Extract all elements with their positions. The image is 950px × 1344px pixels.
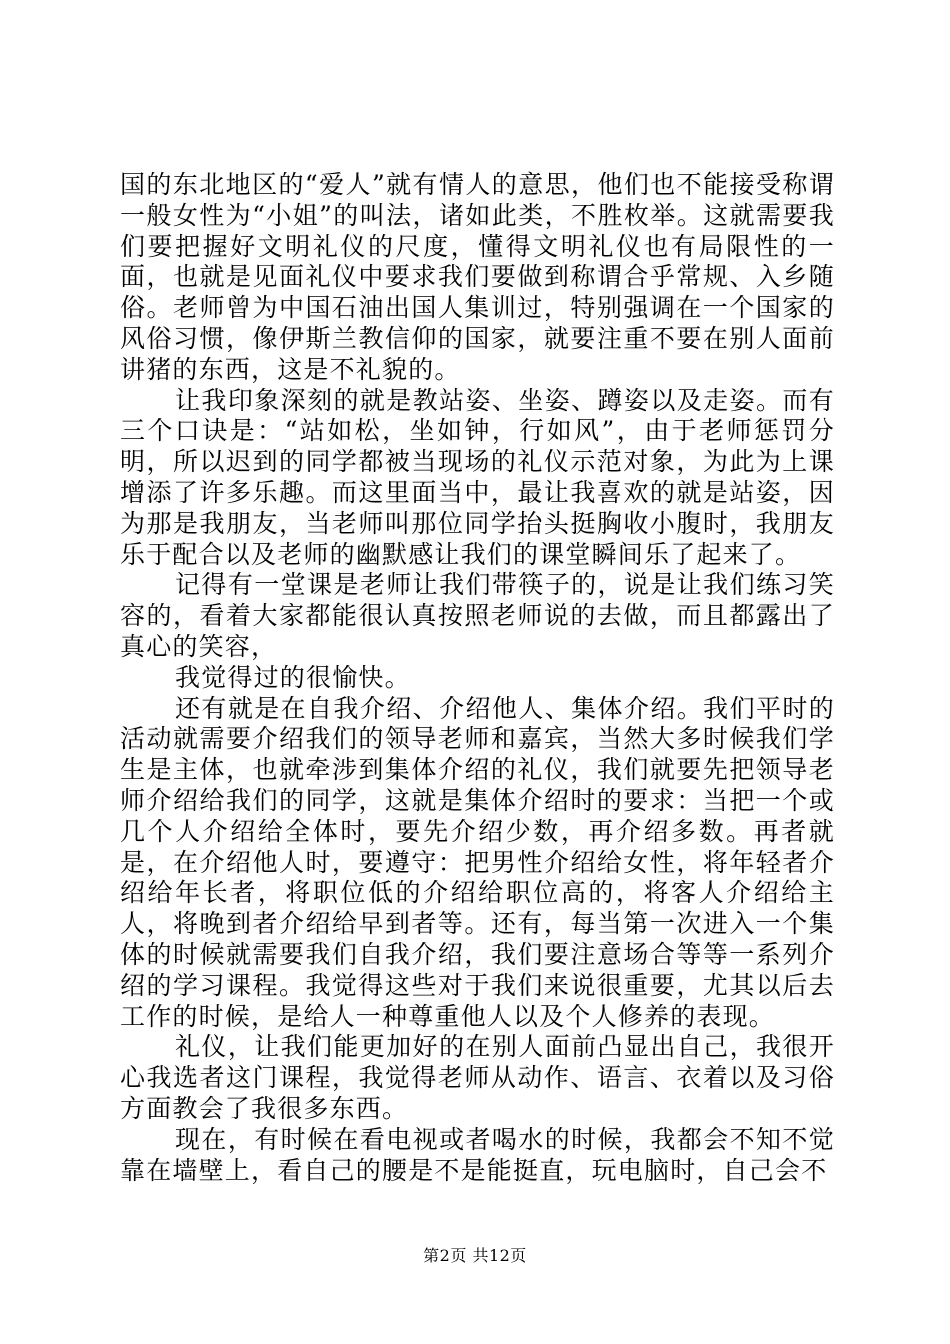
paragraph-5: 还有就是在自我介绍、介绍他人、集体介绍。我们平时的活动就需要介绍我们的领导老师和嘉宾，当然大多时候我们学生是主体，也就牵涉到集体介绍的礼仪，我们就要先把领导老师介绍给我们的同学，这就是集体介绍时的要求：当把一个或几个人介绍给全体时，要先介绍少数，再介绍多数。再者就是，在介绍他人时，要遵守：把男性介绍给女性，将年轻者介绍给年长者，将职位低的介绍给职位高的，将客人介绍给主人，将晚到者介绍给早到者等。还有，每当第一次进入一个集体的时候就需要我们自我介绍，我们要注意场合等等一系列介绍的学习课程。我觉得这些对于我们来说很重要，尤其以后去工作的时候，是给人一种尊重他人以及个人修养的表现。	[120, 693, 835, 1031]
paragraph-3: 记得有一堂课是老师让我们带筷子的，说是让我们练习笑容的，看着大家都能很认真按照老师说的去做，而且都露出了真心的笑容，	[120, 570, 835, 661]
paragraph-2: 让我印象深刻的就是教站姿、坐姿、蹲姿以及走姿。而有三个口诀是：“站如松，坐如钟，行如风”，由于老师惩罚分明，所以迟到的同学都被当现场的礼仪示范对象，为此为上课增添了许多乐趣。而这里面当中，最让我喜欢的就是站姿，因为那是我朋友，当老师叫那位同学抬头挺胸收小腹时，我朋友乐于配合以及老师的幽默感让我们的课堂瞬间乐了起来了。	[120, 385, 835, 569]
paragraph-6: 礼仪，让我们能更加好的在别人面前凸显出自己，我很开心我选者这门课程，我觉得老师从动作、语言、衣着以及习俗方面教会了我很多东西。	[120, 1032, 835, 1123]
page-footer: 第2页 共12页	[423, 1246, 527, 1265]
paragraph-1: 国的东北地区的“爱人”就有情人的意思，他们也不能接受称谓一般女性为“小姐”的叫法，诸如此类，不胜枚举。这就需要我们要把握好文明礼仪的尺度，懂得文明礼仪也有局限性的一面，也就是见面礼仪中要求我们要做到称谓合乎常规、入乡随俗。老师曾为中国石油出国人集训过，特别强调在一个国家的风俗习惯，像伊斯兰教信仰的国家，就要注重不要在别人面前讲猪的东西，这是不礼貌的。	[120, 170, 835, 384]
paragraph-7: 现在，有时候在看电视或者喝水的时候，我都会不知不觉靠在墙壁上，看自己的腰是不是能挺直，玩电脑时，自己会不	[120, 1124, 835, 1185]
paragraph-4: 我觉得过的很愉快。	[175, 662, 411, 692]
document-body	[120, 170, 835, 1186]
